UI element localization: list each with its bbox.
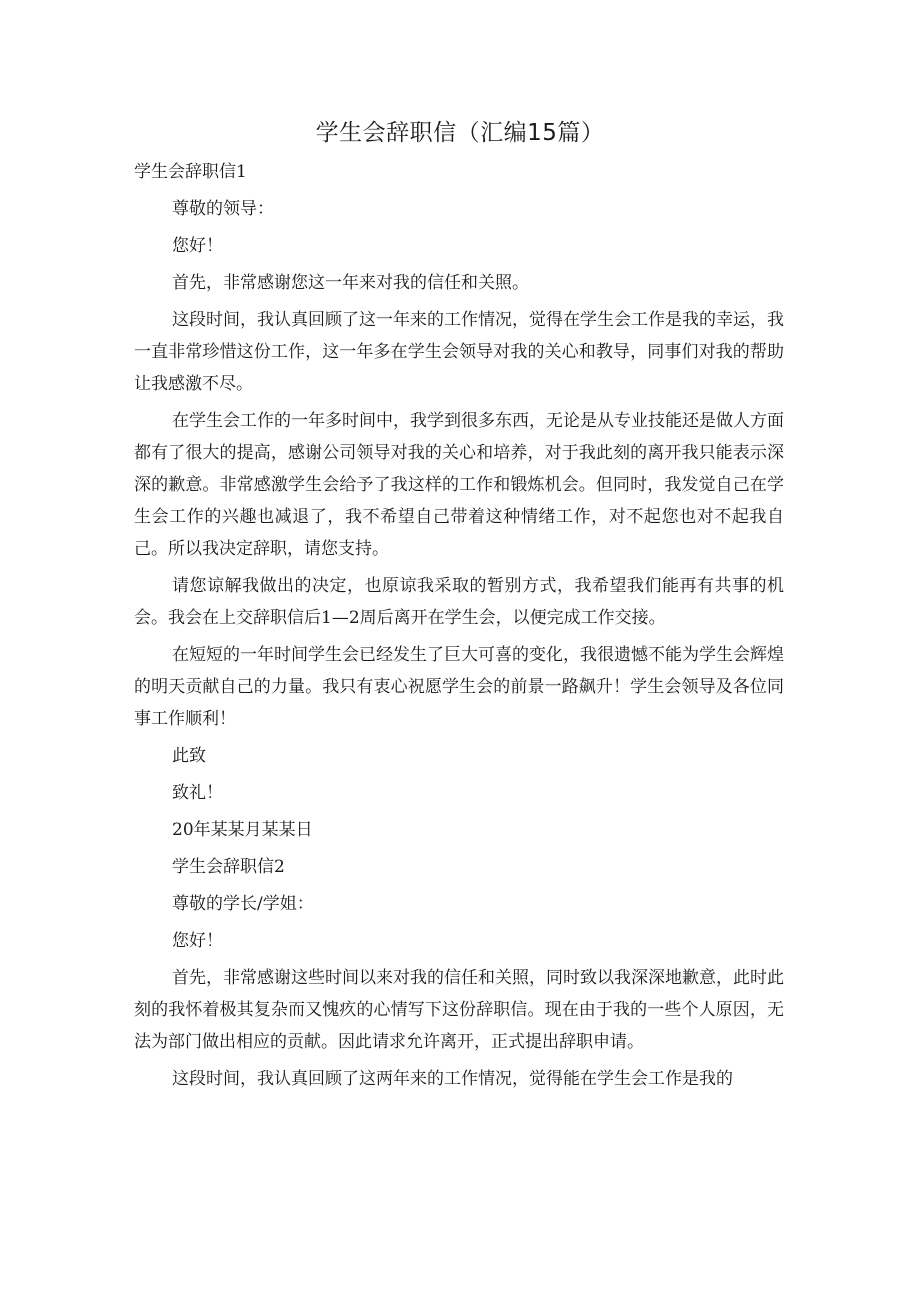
- body-paragraph: 首先，非常感谢这些时间以来对我的信任和关照，同时致以我深深地歉意，此时此刻的我怀着极其复杂而又愧疚的心情写下这份辞职信。现在由于我的一些个人原因，无法为部门做出相应的贡献。因此请求允许离开，正式提出辞职申请。: [134, 968, 784, 1052]
- letter-2-heading: 学生会辞职信2: [172, 857, 285, 877]
- greeting: 您好！: [172, 931, 223, 951]
- body-paragraph: 首先，非常感谢您这一年来对我的信任和关照。: [172, 273, 529, 293]
- body-paragraph: 在学生会工作的一年多时间中，我学到很多东西，无论是从专业技能还是做人方面都有了很大的提高，感谢公司领导对我的关心和培养，对于我此刻的离开我只能表示深深的歉意。非常感激学生会给予了我这样的工作和锻炼机会。但同时，我发觉自己在学生会工作的兴趣也减退了，我不希望自己带着这种情绪工作，对不起您也对不起我自己。所以我决定辞职，请您支持。: [134, 411, 784, 559]
- closing-regards: 致礼！: [172, 783, 223, 803]
- body-paragraph: 这段时间，我认真回顾了这一年来的工作情况，觉得在学生会工作是我的幸运，我一直非常珍惜这份工作，这一年多在学生会领导对我的关心和教导，同事们对我的帮助让我感激不尽。: [134, 310, 784, 394]
- date-line: 20年某某月某某日: [172, 820, 313, 840]
- body-paragraph: 请您谅解我做出的决定，也原谅我采取的暂别方式，我希望我们能再有共事的机会。我会在上交辞职信后1—2周后离开在学生会，以便完成工作交接。: [134, 576, 784, 628]
- closing: 此致: [172, 746, 206, 766]
- document-body: [134, 156, 784, 1100]
- greeting: 您好！: [172, 236, 223, 256]
- document-title: 学生会辞职信（汇编15篇）: [315, 120, 605, 146]
- body-paragraph: 在短短的一年时间学生会已经发生了巨大可喜的变化，我很遗憾不能为学生会辉煌的明天贡献自己的力量。我只有衷心祝愿学生会的前景一路飙升！学生会领导及各位同事工作顺利！: [134, 645, 784, 729]
- letter-1-heading: 学生会辞职信1: [134, 162, 247, 182]
- salutation: 尊敬的学长/学姐：: [172, 894, 314, 914]
- salutation: 尊敬的领导：: [172, 199, 274, 219]
- body-paragraph: 这段时间，我认真回顾了这两年来的工作情况，觉得能在学生会工作是我的: [172, 1069, 733, 1089]
